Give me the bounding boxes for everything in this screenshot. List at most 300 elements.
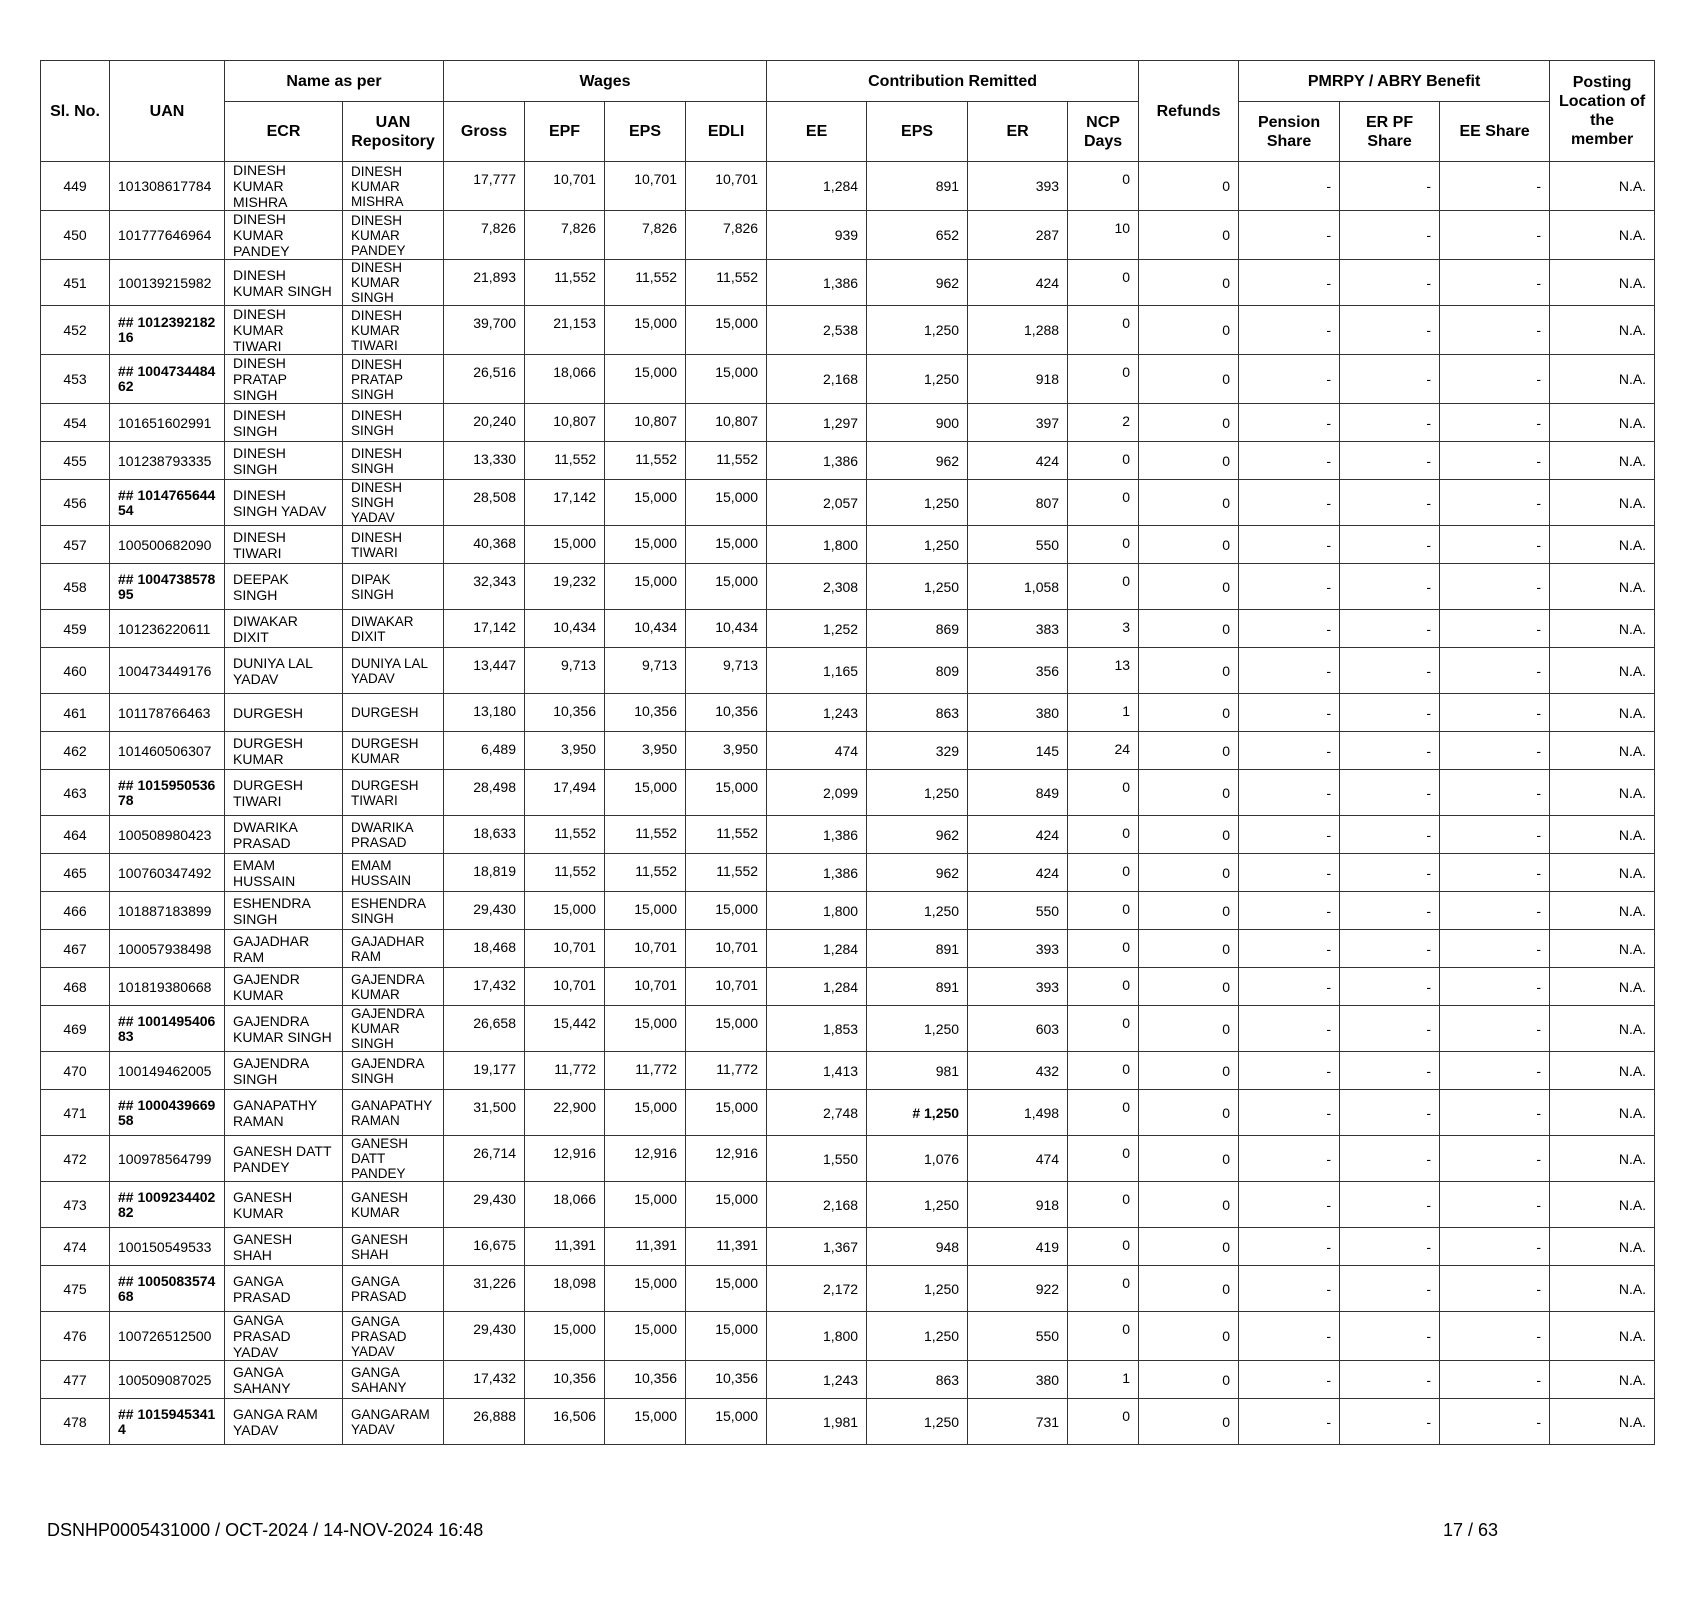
- row-er-pf-share: -: [1340, 162, 1440, 211]
- row-posting-location: N.A.: [1550, 610, 1655, 648]
- row-contribution-er: 731: [968, 1399, 1068, 1445]
- row-wages-epf: 21,153: [525, 306, 605, 355]
- row-refunds: 0: [1139, 648, 1239, 694]
- row-contribution-eps: 329: [867, 732, 968, 770]
- row-name-uan-repository: GAJENDRA SINGH: [343, 1052, 444, 1090]
- header-uan: UAN: [110, 61, 225, 162]
- row-wages-epf: 19,232: [525, 564, 605, 610]
- row-uan: 100500682090: [110, 526, 225, 564]
- row-refunds: 0: [1139, 1361, 1239, 1399]
- row-ncp-days: 0: [1068, 442, 1139, 480]
- row-wages-edli: 10,356: [686, 694, 767, 732]
- row-wages-eps: 12,916: [605, 1136, 686, 1182]
- table-row: [41, 1228, 1655, 1266]
- table-row: [41, 610, 1655, 648]
- row-ee-share: -: [1440, 892, 1550, 930]
- row-posting-location: N.A.: [1550, 854, 1655, 892]
- row-name-ecr: DINESH SINGH YADAV: [225, 480, 343, 526]
- row-wages-epf: 15,000: [525, 526, 605, 564]
- row-er-pf-share: -: [1340, 260, 1440, 306]
- row-refunds: 0: [1139, 1182, 1239, 1228]
- row-uan: ## 100923440282: [110, 1182, 225, 1228]
- row-posting-location: N.A.: [1550, 648, 1655, 694]
- table-row: [41, 648, 1655, 694]
- row-er-pf-share: -: [1340, 930, 1440, 968]
- row-ncp-days: 0: [1068, 1006, 1139, 1052]
- row-posting-location: N.A.: [1550, 442, 1655, 480]
- row-uan: 100509087025: [110, 1361, 225, 1399]
- row-wages-edli: 15,000: [686, 1312, 767, 1361]
- row-ncp-days: 0: [1068, 564, 1139, 610]
- row-name-ecr: DINESH KUMAR MISHRA: [225, 162, 343, 211]
- row-name-uan-repository: GANGA PRASAD: [343, 1266, 444, 1312]
- row-posting-location: N.A.: [1550, 1266, 1655, 1312]
- row-name-ecr: GANAPATHY RAMAN: [225, 1090, 343, 1136]
- row-contribution-eps: 981: [867, 1052, 968, 1090]
- table-row: [41, 694, 1655, 732]
- row-wages-gross: 26,658: [444, 1006, 525, 1052]
- row-pension-share: -: [1239, 1399, 1340, 1445]
- table-row: [41, 816, 1655, 854]
- row-contribution-ee: 2,308: [767, 564, 867, 610]
- row-uan: 100978564799: [110, 1136, 225, 1182]
- row-wages-eps: 10,356: [605, 1361, 686, 1399]
- row-wages-eps: 15,000: [605, 355, 686, 404]
- row-name-uan-repository: ESHENDRA SINGH: [343, 892, 444, 930]
- row-ee-share: -: [1440, 854, 1550, 892]
- row-ncp-days: 24: [1068, 732, 1139, 770]
- header-pmrpy-abry: PMRPY / ABRY Benefit: [1239, 61, 1550, 102]
- row-ee-share: -: [1440, 260, 1550, 306]
- row-wages-epf: 7,826: [525, 211, 605, 260]
- header-posting-location: Posting Location of the member: [1550, 61, 1655, 162]
- header-wages: Wages: [444, 61, 767, 102]
- row-refunds: 0: [1139, 694, 1239, 732]
- row-contribution-eps: 863: [867, 1361, 968, 1399]
- row-posting-location: N.A.: [1550, 930, 1655, 968]
- table-row: [41, 564, 1655, 610]
- row-contribution-ee: 1,297: [767, 404, 867, 442]
- row-ncp-days: 0: [1068, 968, 1139, 1006]
- row-refunds: 0: [1139, 1052, 1239, 1090]
- table-row: [41, 930, 1655, 968]
- row-pension-share: -: [1239, 211, 1340, 260]
- row-contribution-ee: 1,386: [767, 260, 867, 306]
- row-uan: 101460506307: [110, 732, 225, 770]
- row-contribution-eps: 1,250: [867, 1312, 968, 1361]
- row-ee-share: -: [1440, 211, 1550, 260]
- row-wages-gross: 29,430: [444, 1182, 525, 1228]
- row-contribution-ee: 1,367: [767, 1228, 867, 1266]
- table-row: [41, 162, 1655, 211]
- row-pension-share: -: [1239, 854, 1340, 892]
- row-wages-eps: 10,701: [605, 162, 686, 211]
- row-sl-no: 457: [41, 526, 110, 564]
- row-wages-epf: 22,900: [525, 1090, 605, 1136]
- row-refunds: 0: [1139, 930, 1239, 968]
- row-uan: ## 100508357468: [110, 1266, 225, 1312]
- row-refunds: 0: [1139, 968, 1239, 1006]
- row-contribution-eps: 1,250: [867, 1399, 968, 1445]
- row-ee-share: -: [1440, 1136, 1550, 1182]
- row-name-ecr: GAJADHAR RAM: [225, 930, 343, 968]
- row-contribution-eps: 869: [867, 610, 968, 648]
- row-uan: ## 10159453414: [110, 1399, 225, 1445]
- table-row: [41, 1399, 1655, 1445]
- row-name-uan-repository: DUNIYA LAL YADAV: [343, 648, 444, 694]
- row-sl-no: 463: [41, 770, 110, 816]
- row-contribution-eps: 1,250: [867, 526, 968, 564]
- row-pension-share: -: [1239, 480, 1340, 526]
- row-er-pf-share: -: [1340, 404, 1440, 442]
- row-name-ecr: ESHENDRA SINGH: [225, 892, 343, 930]
- row-posting-location: N.A.: [1550, 211, 1655, 260]
- header-contribution-remitted: Contribution Remitted: [767, 61, 1139, 102]
- row-posting-location: N.A.: [1550, 770, 1655, 816]
- row-wages-edli: 10,701: [686, 162, 767, 211]
- row-wages-eps: 11,552: [605, 442, 686, 480]
- row-contribution-eps: 962: [867, 816, 968, 854]
- row-wages-edli: 15,000: [686, 355, 767, 404]
- row-wages-eps: 15,000: [605, 1266, 686, 1312]
- row-pension-share: -: [1239, 1228, 1340, 1266]
- row-wages-eps: 10,701: [605, 968, 686, 1006]
- row-posting-location: N.A.: [1550, 892, 1655, 930]
- row-contribution-er: 424: [968, 816, 1068, 854]
- row-name-uan-repository: DWARIKA PRASAD: [343, 816, 444, 854]
- row-name-uan-repository: DINESH SINGH YADAV: [343, 480, 444, 526]
- row-wages-gross: 17,432: [444, 968, 525, 1006]
- row-name-uan-repository: GANGA SAHANY: [343, 1361, 444, 1399]
- row-sl-no: 473: [41, 1182, 110, 1228]
- row-wages-eps: 15,000: [605, 564, 686, 610]
- row-name-ecr: DINESH KUMAR TIWARI: [225, 306, 343, 355]
- row-refunds: 0: [1139, 1006, 1239, 1052]
- row-name-uan-repository: GAJADHAR RAM: [343, 930, 444, 968]
- row-contribution-er: 432: [968, 1052, 1068, 1090]
- row-wages-epf: 17,494: [525, 770, 605, 816]
- row-ncp-days: 0: [1068, 1182, 1139, 1228]
- row-posting-location: N.A.: [1550, 1006, 1655, 1052]
- row-refunds: 0: [1139, 480, 1239, 526]
- row-posting-location: N.A.: [1550, 526, 1655, 564]
- row-name-ecr: DEEPAK SINGH: [225, 564, 343, 610]
- row-posting-location: N.A.: [1550, 1182, 1655, 1228]
- row-name-ecr: DINESH SINGH: [225, 404, 343, 442]
- row-name-uan-repository: DINESH KUMAR PANDEY: [343, 211, 444, 260]
- row-ncp-days: 0: [1068, 1266, 1139, 1312]
- row-wages-gross: 18,633: [444, 816, 525, 854]
- row-wages-eps: 11,552: [605, 854, 686, 892]
- row-uan: 101178766463: [110, 694, 225, 732]
- row-wages-gross: 19,177: [444, 1052, 525, 1090]
- row-contribution-ee: 1,386: [767, 854, 867, 892]
- row-pension-share: -: [1239, 306, 1340, 355]
- row-wages-eps: 15,000: [605, 892, 686, 930]
- row-contribution-ee: 1,243: [767, 694, 867, 732]
- row-pension-share: -: [1239, 610, 1340, 648]
- row-pension-share: -: [1239, 1052, 1340, 1090]
- row-name-uan-repository: EMAM HUSSAIN: [343, 854, 444, 892]
- row-sl-no: 478: [41, 1399, 110, 1445]
- row-name-uan-repository: DINESH SINGH: [343, 442, 444, 480]
- row-name-uan-repository: DURGESH KUMAR: [343, 732, 444, 770]
- row-refunds: 0: [1139, 564, 1239, 610]
- row-ncp-days: 0: [1068, 770, 1139, 816]
- row-er-pf-share: -: [1340, 892, 1440, 930]
- row-wages-eps: 11,391: [605, 1228, 686, 1266]
- row-pension-share: -: [1239, 260, 1340, 306]
- row-contribution-eps: 652: [867, 211, 968, 260]
- row-name-uan-repository: DINESH KUMAR MISHRA: [343, 162, 444, 211]
- row-name-uan-repository: GAJENDRA KUMAR: [343, 968, 444, 1006]
- row-sl-no: 459: [41, 610, 110, 648]
- table-row: [41, 526, 1655, 564]
- table-row: [41, 404, 1655, 442]
- row-wages-gross: 20,240: [444, 404, 525, 442]
- row-ee-share: -: [1440, 816, 1550, 854]
- row-uan: 101236220611: [110, 610, 225, 648]
- row-sl-no: 470: [41, 1052, 110, 1090]
- row-name-ecr: GANESH KUMAR: [225, 1182, 343, 1228]
- header-eps: EPS: [605, 102, 686, 162]
- row-sl-no: 474: [41, 1228, 110, 1266]
- row-ee-share: -: [1440, 610, 1550, 648]
- row-contribution-er: 424: [968, 854, 1068, 892]
- row-wages-eps: 7,826: [605, 211, 686, 260]
- header-eps-contribution: EPS: [867, 102, 968, 162]
- row-uan: 101651602991: [110, 404, 225, 442]
- row-sl-no: 464: [41, 816, 110, 854]
- row-name-uan-repository: DURGESH TIWARI: [343, 770, 444, 816]
- row-name-uan-repository: DINESH KUMAR SINGH: [343, 260, 444, 306]
- row-contribution-eps: 900: [867, 404, 968, 442]
- row-uan: 100473449176: [110, 648, 225, 694]
- row-ee-share: -: [1440, 930, 1550, 968]
- row-ee-share: -: [1440, 162, 1550, 211]
- row-refunds: 0: [1139, 260, 1239, 306]
- row-ncp-days: 0: [1068, 1228, 1139, 1266]
- row-name-uan-repository: GANGARAM YADAV: [343, 1399, 444, 1445]
- row-refunds: 0: [1139, 732, 1239, 770]
- row-posting-location: N.A.: [1550, 355, 1655, 404]
- row-contribution-er: 287: [968, 211, 1068, 260]
- row-wages-gross: 17,432: [444, 1361, 525, 1399]
- row-name-uan-repository: DIWAKAR DIXIT: [343, 610, 444, 648]
- row-pension-share: -: [1239, 892, 1340, 930]
- row-name-uan-repository: DINESH KUMAR TIWARI: [343, 306, 444, 355]
- row-sl-no: 466: [41, 892, 110, 930]
- row-ee-share: -: [1440, 732, 1550, 770]
- row-contribution-er: 393: [968, 162, 1068, 211]
- row-name-ecr: DINESH PRATAP SINGH: [225, 355, 343, 404]
- header-sl-no: Sl. No.: [41, 61, 110, 162]
- row-contribution-eps: 1,250: [867, 892, 968, 930]
- row-wages-epf: 10,356: [525, 694, 605, 732]
- row-wages-edli: 15,000: [686, 480, 767, 526]
- row-sl-no: 467: [41, 930, 110, 968]
- row-ncp-days: 1: [1068, 1361, 1139, 1399]
- row-ncp-days: 0: [1068, 162, 1139, 211]
- row-pension-share: -: [1239, 1090, 1340, 1136]
- row-refunds: 0: [1139, 1136, 1239, 1182]
- row-pension-share: -: [1239, 162, 1340, 211]
- row-uan: 100057938498: [110, 930, 225, 968]
- row-contribution-ee: 1,853: [767, 1006, 867, 1052]
- header-gross: Gross: [444, 102, 525, 162]
- row-wages-eps: 10,807: [605, 404, 686, 442]
- row-wages-epf: 16,506: [525, 1399, 605, 1445]
- row-pension-share: -: [1239, 1006, 1340, 1052]
- row-er-pf-share: -: [1340, 968, 1440, 1006]
- row-wages-gross: 17,777: [444, 162, 525, 211]
- row-er-pf-share: -: [1340, 816, 1440, 854]
- row-pension-share: -: [1239, 1266, 1340, 1312]
- row-pension-share: -: [1239, 564, 1340, 610]
- row-er-pf-share: -: [1340, 564, 1440, 610]
- row-wages-gross: 31,226: [444, 1266, 525, 1312]
- row-wages-edli: 11,552: [686, 816, 767, 854]
- row-contribution-eps: 962: [867, 854, 968, 892]
- row-wages-epf: 11,552: [525, 260, 605, 306]
- row-wages-epf: 11,552: [525, 816, 605, 854]
- row-refunds: 0: [1139, 404, 1239, 442]
- table-row: [41, 1136, 1655, 1182]
- row-sl-no: 477: [41, 1361, 110, 1399]
- row-name-ecr: GAJENDRA KUMAR SINGH: [225, 1006, 343, 1052]
- row-uan: 101238793335: [110, 442, 225, 480]
- row-sl-no: 450: [41, 211, 110, 260]
- row-sl-no: 454: [41, 404, 110, 442]
- row-wages-eps: 11,552: [605, 816, 686, 854]
- row-contribution-ee: 1,243: [767, 1361, 867, 1399]
- row-sl-no: 468: [41, 968, 110, 1006]
- row-er-pf-share: -: [1340, 1228, 1440, 1266]
- row-wages-epf: 11,772: [525, 1052, 605, 1090]
- row-ee-share: -: [1440, 1182, 1550, 1228]
- row-uan: ## 101239218216: [110, 306, 225, 355]
- row-wages-edli: 15,000: [686, 526, 767, 564]
- row-wages-edli: 15,000: [686, 892, 767, 930]
- row-wages-edli: 10,356: [686, 1361, 767, 1399]
- ecr-contribution-table: [40, 60, 1655, 1445]
- row-contribution-eps: 1,250: [867, 1266, 968, 1312]
- row-wages-gross: 29,430: [444, 1312, 525, 1361]
- row-sl-no: 465: [41, 854, 110, 892]
- row-contribution-ee: 1,981: [767, 1399, 867, 1445]
- row-ncp-days: 0: [1068, 854, 1139, 892]
- row-posting-location: N.A.: [1550, 1228, 1655, 1266]
- row-ncp-days: 3: [1068, 610, 1139, 648]
- row-pension-share: -: [1239, 732, 1340, 770]
- row-wages-edli: 15,000: [686, 1006, 767, 1052]
- row-wages-epf: 10,434: [525, 610, 605, 648]
- row-contribution-ee: 2,538: [767, 306, 867, 355]
- row-refunds: 0: [1139, 816, 1239, 854]
- row-contribution-er: 380: [968, 1361, 1068, 1399]
- row-wages-gross: 26,888: [444, 1399, 525, 1445]
- row-wages-edli: 15,000: [686, 306, 767, 355]
- row-wages-edli: 10,701: [686, 930, 767, 968]
- row-wages-edli: 15,000: [686, 564, 767, 610]
- row-contribution-er: 918: [968, 355, 1068, 404]
- row-ncp-days: 2: [1068, 404, 1139, 442]
- row-pension-share: -: [1239, 404, 1340, 442]
- header-epf: EPF: [525, 102, 605, 162]
- row-name-ecr: DINESH KUMAR PANDEY: [225, 211, 343, 260]
- row-sl-no: 452: [41, 306, 110, 355]
- row-wages-epf: 10,701: [525, 968, 605, 1006]
- row-contribution-er: 356: [968, 648, 1068, 694]
- row-wages-edli: 11,391: [686, 1228, 767, 1266]
- table-row: [41, 306, 1655, 355]
- row-contribution-er: 145: [968, 732, 1068, 770]
- row-wages-gross: 18,468: [444, 930, 525, 968]
- row-refunds: 0: [1139, 162, 1239, 211]
- row-pension-share: -: [1239, 1136, 1340, 1182]
- row-wages-gross: 28,498: [444, 770, 525, 816]
- row-wages-eps: 15,000: [605, 480, 686, 526]
- row-sl-no: 449: [41, 162, 110, 211]
- row-sl-no: 458: [41, 564, 110, 610]
- row-er-pf-share: -: [1340, 442, 1440, 480]
- row-sl-no: 476: [41, 1312, 110, 1361]
- row-posting-location: N.A.: [1550, 694, 1655, 732]
- row-contribution-er: 393: [968, 968, 1068, 1006]
- row-er-pf-share: -: [1340, 480, 1440, 526]
- row-ee-share: -: [1440, 1361, 1550, 1399]
- row-contribution-eps: 962: [867, 260, 968, 306]
- row-contribution-eps: 1,250: [867, 1182, 968, 1228]
- row-er-pf-share: -: [1340, 648, 1440, 694]
- row-name-ecr: GANESH DATT PANDEY: [225, 1136, 343, 1182]
- row-refunds: 0: [1139, 1399, 1239, 1445]
- row-ncp-days: 10: [1068, 211, 1139, 260]
- row-posting-location: N.A.: [1550, 816, 1655, 854]
- row-posting-location: N.A.: [1550, 1136, 1655, 1182]
- row-wages-edli: 15,000: [686, 1399, 767, 1445]
- row-wages-edli: 11,772: [686, 1052, 767, 1090]
- row-contribution-ee: 1,284: [767, 162, 867, 211]
- row-wages-edli: 11,552: [686, 854, 767, 892]
- row-name-ecr: GANGA PRASAD YADAV: [225, 1312, 343, 1361]
- row-contribution-eps: 863: [867, 694, 968, 732]
- row-contribution-ee: 1,800: [767, 526, 867, 564]
- row-wages-epf: 17,142: [525, 480, 605, 526]
- row-ncp-days: 0: [1068, 1312, 1139, 1361]
- row-er-pf-share: -: [1340, 1006, 1440, 1052]
- table-row: [41, 892, 1655, 930]
- row-posting-location: N.A.: [1550, 1312, 1655, 1361]
- row-ncp-days: 0: [1068, 892, 1139, 930]
- table-row: [41, 1266, 1655, 1312]
- row-ee-share: -: [1440, 1090, 1550, 1136]
- row-pension-share: -: [1239, 694, 1340, 732]
- row-contribution-ee: 1,252: [767, 610, 867, 648]
- row-contribution-er: 550: [968, 1312, 1068, 1361]
- row-wages-eps: 9,713: [605, 648, 686, 694]
- row-refunds: 0: [1139, 610, 1239, 648]
- row-ncp-days: 0: [1068, 526, 1139, 564]
- row-refunds: 0: [1139, 770, 1239, 816]
- row-ncp-days: 0: [1068, 816, 1139, 854]
- row-pension-share: -: [1239, 930, 1340, 968]
- row-posting-location: N.A.: [1550, 306, 1655, 355]
- row-wages-gross: 31,500: [444, 1090, 525, 1136]
- row-wages-eps: 15,000: [605, 1399, 686, 1445]
- row-contribution-ee: 1,413: [767, 1052, 867, 1090]
- row-er-pf-share: -: [1340, 732, 1440, 770]
